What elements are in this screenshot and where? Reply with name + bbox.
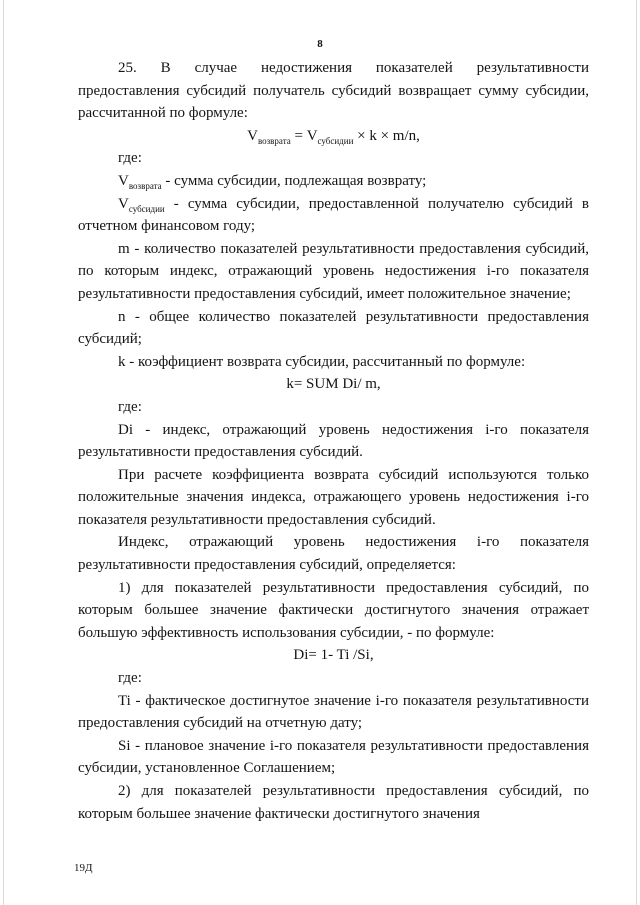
footer-code: 19Д: [74, 862, 93, 874]
item-2: 2) для показателей результативности предоставления субсидий, по которым большее значение фактически достигнутого значения: [78, 783, 589, 822]
def-si: Si - плановое значение i-го показателя результативности предоставления субсидии, установленное Соглашением;: [78, 737, 589, 777]
paragraph-positive-values: При расчете коэффициента возврата субсидий используются только положительные значения индекса, отражающего уровень недостижения i-го показателя результативности предоставления субсидий.: [78, 466, 589, 528]
def-k: k - коэффициент возврата субсидии, рассчитанный по формуле:: [118, 353, 526, 370]
document-body: [78, 57, 589, 825]
page-edge-right: [636, 0, 637, 905]
formula-k: k= SUM Di/ m,: [286, 376, 381, 393]
formula-di: Di= 1- Ti /Si,: [293, 647, 374, 664]
formula-refund: $V_{возврата} = V_{субсидии} \times k \times m/n$,: [247, 127, 420, 146]
item-1: 1) для показателей результативности предоставления субсидий, по которым большее значение фактически достигнутого значения отражает большую эффективность использования субсидии, - по формуле:: [78, 579, 589, 641]
page-number: 8: [317, 38, 323, 50]
where-label-3: где:: [118, 670, 142, 687]
paragraph-index-determination: Индекс, отражающий уровень недостижения i-го показателя результативности предоставления субсидий, определяется:: [78, 534, 589, 574]
def-di: Di - индекс, отражающий уровень недостижения i-го показателя результативности предоставления субсидий.: [78, 421, 589, 461]
paragraph-25: 25. В случае недостижения показателей результативности предоставления субсидий получатель субсидий возвращает сумму субсидии, рассчитанной по формуле:: [78, 60, 589, 122]
def-v-vozvrata: $V_{возврата}$ - сумма субсидии, подлежащая возврату;: [118, 172, 427, 191]
where-label: где:: [118, 150, 142, 167]
page-edge-left: [3, 0, 4, 905]
def-n: n - общее количество показателей результативности предоставления субсидий;: [78, 308, 589, 348]
def-v-subsidii: $V_{субсидии}$ - сумма субсидии, предоставленной получателю субсидий в отчетном финансовом году;: [78, 195, 589, 235]
def-ti: Ti - фактическое достигнутое значение i-го показателя результативности предоставления субсидий на отчетную дату;: [78, 692, 589, 732]
where-label-2: где:: [118, 398, 142, 415]
def-m: m - количество показателей результативности предоставления субсидий, по которым индекс, отражающий уровень недостижения i-го показателя результативности предоставления субсидий, имеет положительное значение;: [78, 240, 589, 302]
